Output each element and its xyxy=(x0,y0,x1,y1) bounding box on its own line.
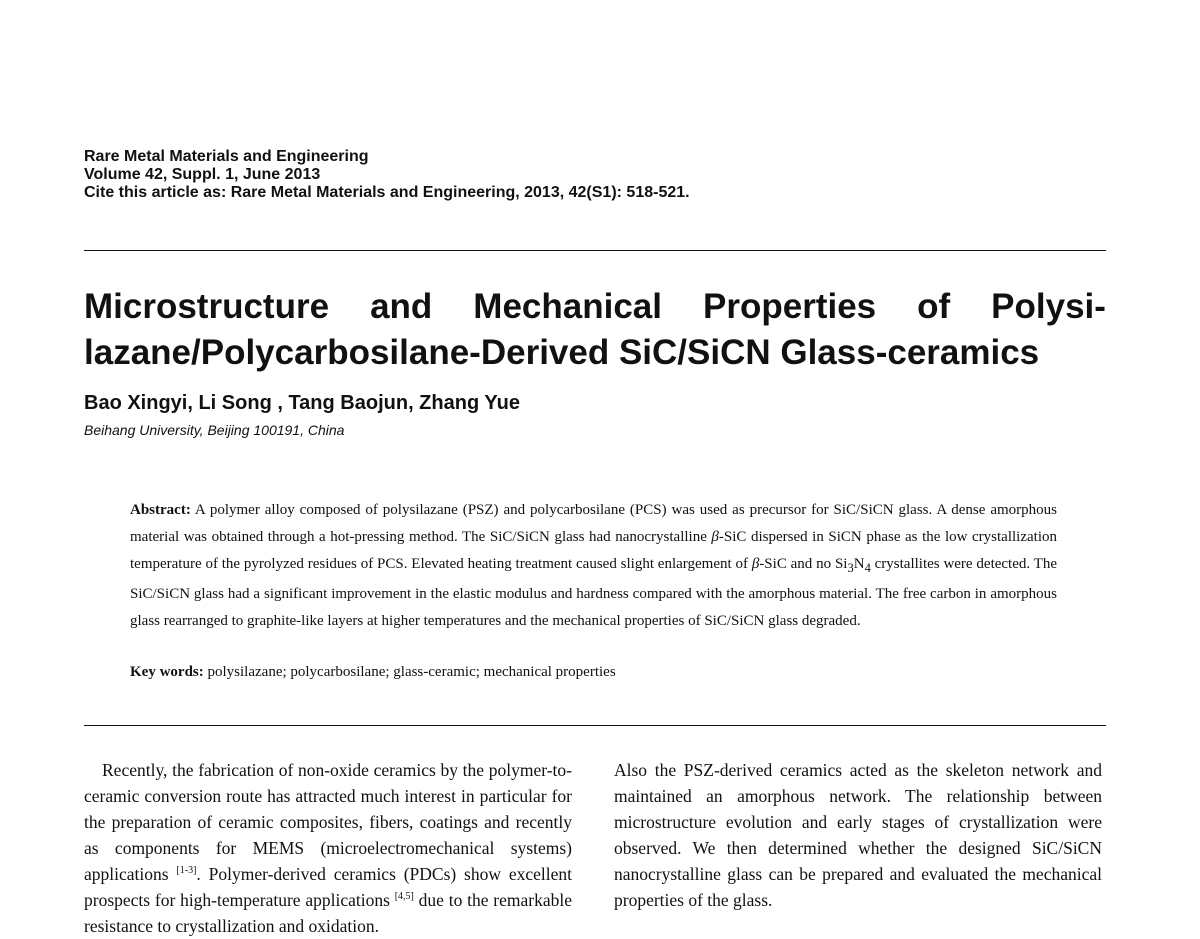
citation-ref: [1-3] xyxy=(176,865,197,877)
abstract-text: -SiC dispersed in SiCN phase as the low crystallization temperature of the pyrolyzed residues of PCS. Elevated heating treatment caused slight enlargement of xyxy=(130,528,1057,572)
citation-line: Cite this article as: Rare Metal Materials and Engineering, 2013, 42(S1): 518-521. xyxy=(84,184,690,201)
keywords-label: Key words: xyxy=(130,664,204,680)
beta-symbol: β xyxy=(711,528,719,545)
author-list: Bao Xingyi, Li Song , Tang Baojun, Zhang Yue xyxy=(84,392,520,414)
abstract-text: N xyxy=(853,555,865,572)
title-word: Polysi- xyxy=(991,287,1106,326)
body-column-right xyxy=(614,757,1102,913)
body-text: Also the PSZ-derived ceramics acted as the skeleton network and maintained an amorphous network. The relationship between microstructure evolution and early stages of crystallization were observed. We then determined whether the designed SiC/SiCN nanocrystalline glass can be prepared and evaluated the mechanical properties of the glass. xyxy=(614,760,1102,910)
body-divider xyxy=(84,725,1106,726)
top-divider xyxy=(84,250,1106,251)
affiliation: Beihang University, Beijing 100191, China xyxy=(84,422,345,438)
body-text: due to the remarkable resistance to crystallization and oxidation. xyxy=(84,890,572,936)
title-line-2: lazane/Polycarbosilane-Derived SiC/SiCN Glass-ceramics xyxy=(84,333,1040,372)
title-word: of xyxy=(917,287,951,326)
beta-symbol: β xyxy=(751,555,760,572)
abstract xyxy=(130,497,1057,635)
body-text: . Polymer-derived ceramics (PDCs) show excellent prospects for high-temperature applications xyxy=(84,864,572,910)
title-word: Properties xyxy=(703,287,877,326)
title-word: Microstructure xyxy=(84,287,330,326)
journal-volume: Volume 42, Suppl. 1, June 2013 xyxy=(84,166,321,183)
abstract-text: -SiC and no Si xyxy=(759,555,848,572)
title-line-1 xyxy=(84,284,1106,330)
abstract-label: Abstract: xyxy=(130,502,191,518)
title-word: and xyxy=(370,287,433,326)
keywords-text: polysilazane; polycarbosilane; glass-ceramic; mechanical properties xyxy=(203,664,616,680)
body-text: Recently, the fabrication of non-oxide ceramics by the polymer-to-ceramic conversion route has attracted much interest in particular for the preparation of ceramic composites, fibers, coatings and recently as components for MEMS (microelectromechanical systems) applications xyxy=(84,760,572,884)
abstract-text: A polymer alloy composed of polysilazane (PSZ) and polycarbosilane (PCS) was used as precursor for SiC/SiCN glass. A dense amorphous material was obtained through a hot-pressing method. The SiC/SiCN glass had nanocrystalline xyxy=(130,502,1057,545)
abstract-text: crystallites were detected. The SiC/SiCN glass had a significant improvement in the elastic modulus and hardness compared with the amorphous material. The free carbon in amorphous glass rearranged to graphite-like layers at higher temperatures and the mechanical properties of SiC/SiCN glass degraded. xyxy=(130,555,1057,630)
journal-header xyxy=(84,148,690,202)
title-word: Mechanical xyxy=(473,287,662,326)
journal-name: Rare Metal Materials and Engineering xyxy=(84,148,369,165)
article-title xyxy=(84,284,1106,376)
subscript: 4 xyxy=(864,560,871,575)
keywords xyxy=(130,659,1057,685)
citation-ref: [4,5] xyxy=(394,891,414,903)
body-column-left xyxy=(84,757,572,939)
subscript: 3 xyxy=(847,560,854,575)
